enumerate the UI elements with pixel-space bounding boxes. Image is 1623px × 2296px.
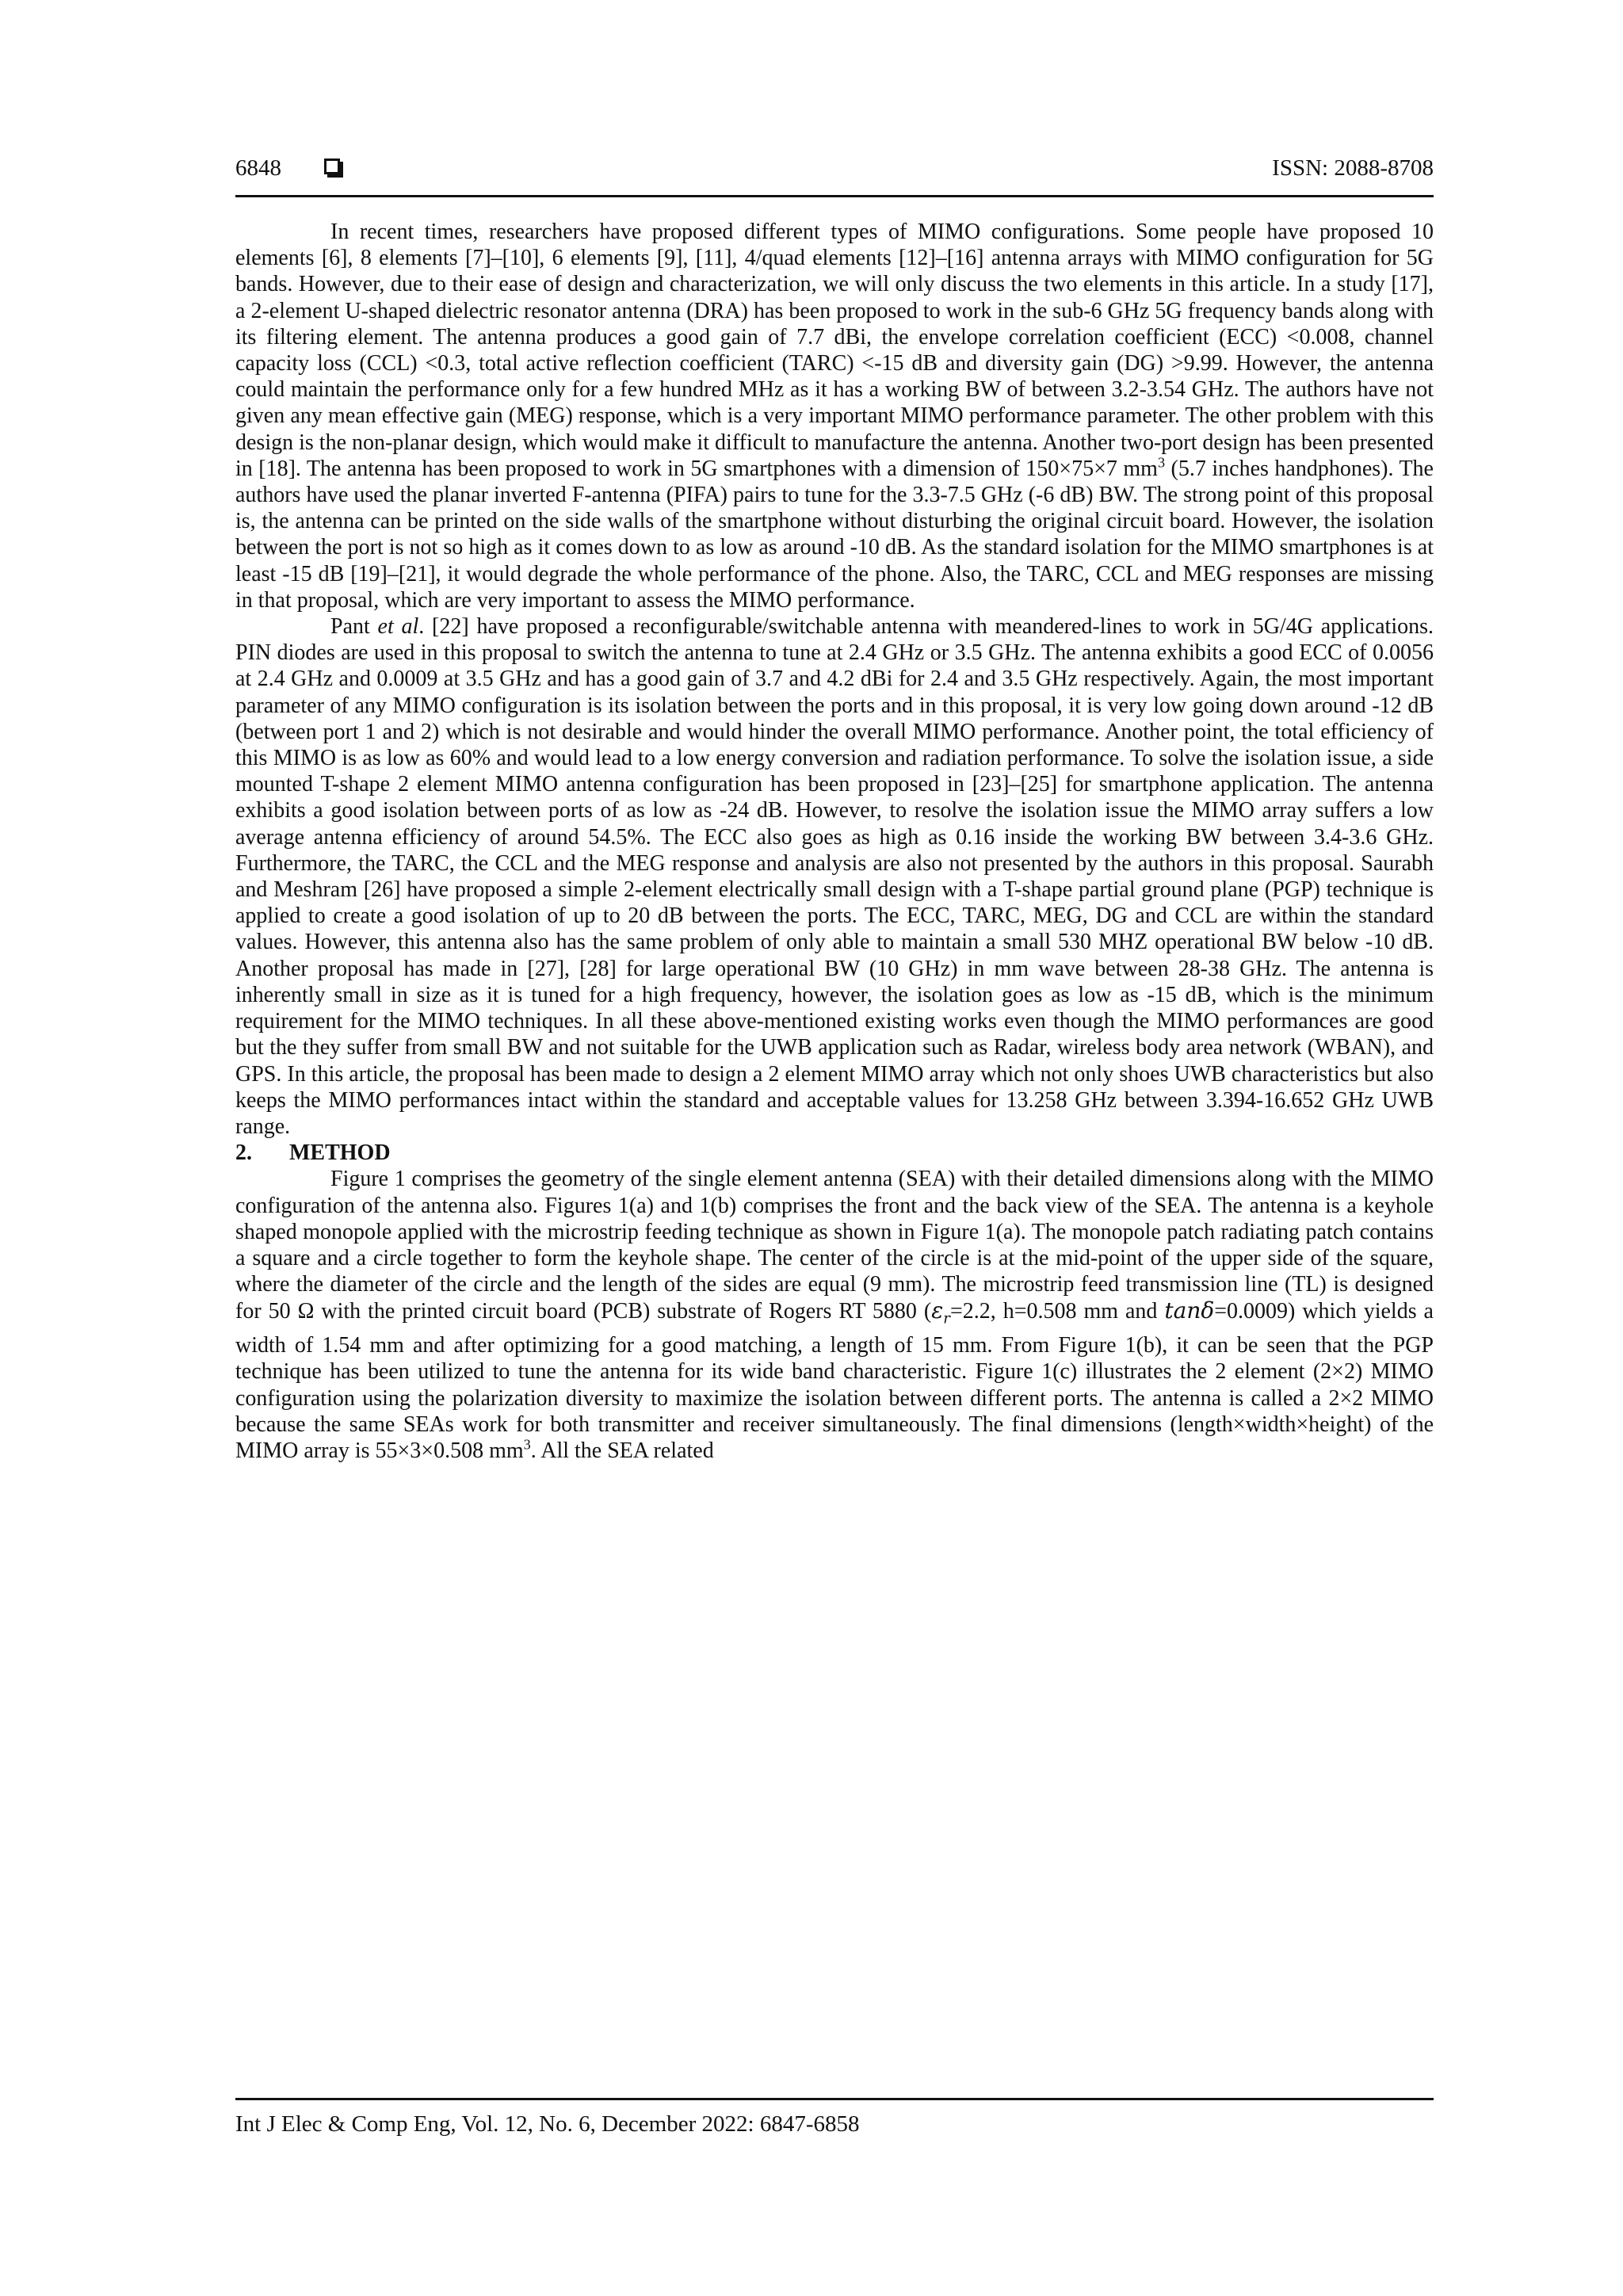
paragraph-related-work: Pant et al. [22] have proposed a reconfigurable/switchable antenna with meandered-lines to work in 5G/4G applications. PIN diodes are used in this proposal to switch the antenna to tune at 2.4 GHz or 3.5 GHz. The antenna exhibits a good ECC of 0.0056 at 2.4 GHz and 0.0009 at 3.5 GHz and has a good gain of 3.7 and 4.2 dBi for 2.4 and 3.5 GHz respectively. Again, the most important parameter of any MIMO configuration is its isolation between the ports and in this proposal, it is very low going down around -12 dB (between port 1 and 2) which is not desirable and would hinder the overall MIMO performance. Another point, the total efficiency of this MIMO is as low as 60% and would lead to a low energy conversion and radiation performance. To solve the isolation issue, a side mounted T-shape 2 element MIMO antenna configuration has been proposed in [23]–[25] for smartphone application. The antenna exhibits a good isolation between ports of as low as -24 dB. However, to resolve the isolation issue the MIMO array suffers a low average antenna efficiency of around 54.5%. The ECC also goes as high as 0.16 inside the working BW between 3.4-3.6 GHz. Furthermore, the TARC, the CCL and the MEG response and analysis are also not presented by the authors in this proposal. Saurabh and Meshram [26] have proposed a simple 2-element electrically small design with a T-shape partial ground plane (PGP) technique is applied to create a good isolation of up to 20 dB between the ports. The ECC, TARC, MEG, DG and CCL are within the standard values. However, this antenna also has the same problem of only able to maintain a small 530 MHZ operational BW below -10 dB. Another proposal has made in [27], [28] for large operational BW (10 GHz) in mm wave between 28-38 GHz. The antenna is inherently small in size as it is tuned for a high frequency, however, the isolation goes as low as -15 dB, which is the minimum requirement for the MIMO techniques. In all these above-mentioned existing works even though the MIMO performances are good but the they suffer from small BW and not suitable for the UWB application such as Radar, wireless body area network (WBAN), and GPS. In this article, the proposal has been made to design a 2 element MIMO array which not only shoes UWB characteristics but also keeps the MIMO performances intact within the standard and acceptable values for 13.258 GHz between 3.394-16.652 GHz UWB range. xyxy=(235,614,1434,1139)
section-number: 2. xyxy=(235,1140,252,1166)
page-header xyxy=(235,155,1434,195)
page-number: 6848 xyxy=(235,155,281,181)
article-body xyxy=(235,219,1434,1464)
section-title: METHOD xyxy=(289,1140,391,1166)
footer-rule xyxy=(235,2098,1434,2100)
square-bullet-icon xyxy=(324,159,340,174)
issn-label: ISSN: 2088-8708 xyxy=(1272,155,1434,181)
paragraph-method: Figure 1 comprises the geometry of the single element antenna (SEA) with their detailed dimensions along with the MIMO configuration of the antenna also. Figures 1(a) and 1(b) comprises the front and the back view of the SEA. The antenna is a keyhole shaped monopole applied with the microstrip feeding technique as shown in Figure 1(a). The monopole patch radiating patch contains a square and a circle together to form the keyhole shape. The center of the circle is at the mid-point of the upper side of the square, where the diameter of the circle and the length of the sides are equal (9 mm). The microstrip feed transmission line (TL) is designed for 50 Ω with the printed circuit board (PCB) substrate of Rogers RT 5880 ($\varepsilon_r=2.2$, h=0.508 mm and tanδ=0.0009) which yields a width of 1.54 mm and after optimizing for a good matching, a length of 15 mm. From Figure 1(b), it can be seen that the PGP technique has been utilized to tune the antenna for its wide band characteristic. Figure 1(c) illustrates the 2 element (2×2) MIMO configuration using the polarization diversity to maximize the isolation between different ports. The antenna is called a 2×2 MIMO because the same SEAs work for both transmitter and receiver simultaneously. The final dimensions (length×width×height) of the MIMO array is 55×3×0.508 $mm^3$. All the SEA related xyxy=(235,1167,1434,1463)
header-rule xyxy=(235,195,1434,197)
paragraph-intro: In recent times, researchers have proposed different types of MIMO configurations. Some people have proposed 10 elements [6], 8 elements [7]–[10], 6 elements [9], [11], 4/quad elements [12]–[16] antenna arrays with MIMO configuration for 5G bands. However, due to their ease of design and characterization, we will only discuss the two elements in this article. In a study [17], a 2-element U-shaped dielectric resonator antenna (DRA) has been proposed to work in the sub-6 GHz 5G frequency bands along with its filtering element. The antenna produces a good gain of 7.7 dBi, the envelope correlation coefficient (ECC) <0.008, channel capacity loss (CCL) <0.3, total active reflection coefficient (TARC) <-15 dB and diversity gain (DG) >9.99. However, the antenna could maintain the performance only for a few hundred MHz as it has a working BW of between 3.2-3.54 GHz. The authors have not given any mean effective gain (MEG) response, which is a very important MIMO performance parameter. The other problem with this design is the non-planar design, which would make it difficult to manufacture the antenna. Another two-port design has been presented in [18]. The antenna has been proposed to work in 5G smartphones with a dimension of 150×75×7 $mm^3$ (5.7 inches handphones). The authors have used the planar inverted F-antenna (PIFA) pairs to tune for the 3.3-7.5 GHz (-6 dB) BW. The strong point of this proposal is, the antenna can be printed on the side walls of the smartphone without disturbing the original circuit board. However, the isolation between the port is not so high as it comes down to as low as around -10 dB. As the standard isolation for the MIMO smartphones is at least -15 dB [19]–[21], it would degrade the whole performance of the phone. Also, the TARC, CCL and MEG responses are missing in that proposal, which are very important to assess the MIMO performance. xyxy=(235,220,1434,613)
page-footer: Int J Elec & Comp Eng, Vol. 12, No. 6, December 2022: 6847-6858 xyxy=(235,2111,860,2137)
section-heading xyxy=(235,1140,1434,1166)
